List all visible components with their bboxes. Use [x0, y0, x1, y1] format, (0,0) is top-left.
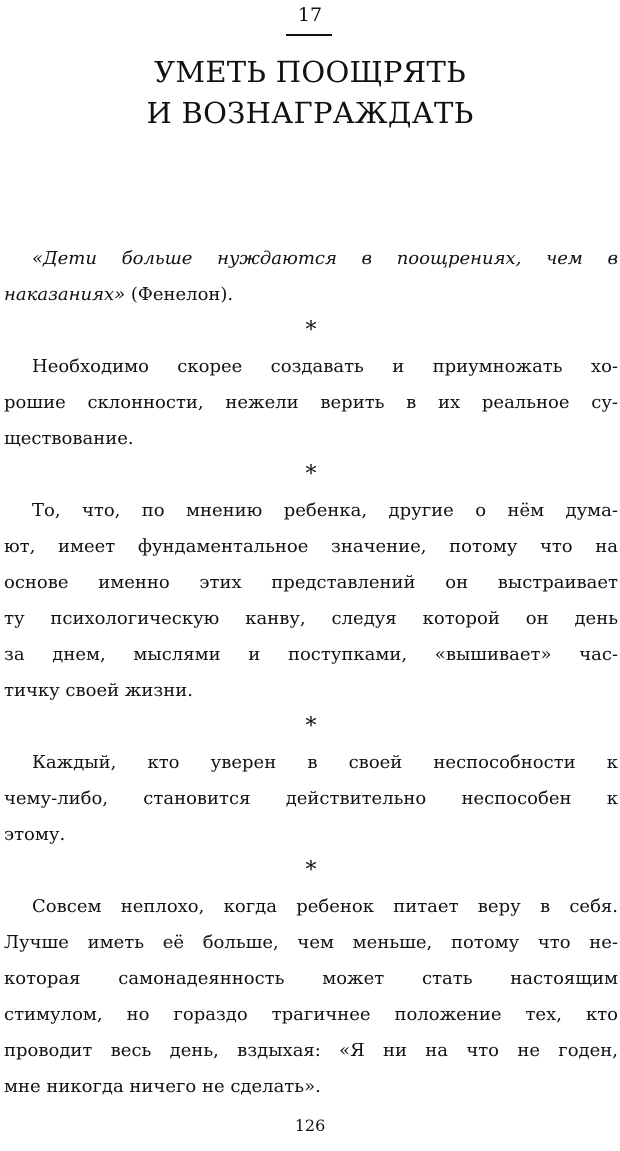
paragraph-line: Необходимо скорее создавать и приумножать хо- — [32, 356, 618, 377]
paragraph-line: тичку своей жизни. — [4, 680, 193, 701]
epigraph-line-1 — [4, 241, 618, 277]
paragraph-line: основе именно этих представлений он выстраивает — [4, 572, 618, 593]
paragraph-line: Каждый, кто уверен в своей неспособности к — [32, 752, 618, 773]
epigraph-italic-1: «Дети больше нуждаются в поощрениях, чем в — [32, 248, 618, 269]
paragraph-3 — [4, 745, 618, 853]
epigraph-quote — [4, 241, 618, 313]
section-separator-2: * — [305, 462, 317, 487]
epigraph-attribution: (Фенелон). — [125, 284, 234, 305]
section-separator-1: * — [305, 318, 317, 343]
paragraph-line: ту психологическую канву, следуя которой он день — [4, 608, 618, 629]
paragraph-line: этому. — [4, 824, 66, 845]
paragraph-line: чему-либо, становится действительно неспособен к — [4, 788, 618, 809]
paragraph-line: То, что, по мнению ребенка, другие о нём дума- — [32, 500, 618, 521]
paragraph-1 — [4, 349, 618, 457]
chapter-title-line-1: УМЕТЬ ПООЩРЯТЬ — [154, 55, 466, 89]
epigraph-italic-2: наказаниях» — [4, 284, 126, 305]
paragraph-line: мне никогда ничего не сделать». — [4, 1076, 321, 1097]
chapter-title-line-2: И ВОЗНАГРАЖДАТЬ — [146, 96, 474, 130]
chapter-title — [0, 52, 620, 134]
paragraph-line: стимулом, но гораздо трагичнее положение тех, кто — [4, 1004, 618, 1025]
paragraph-line: проводит весь день, вздыхая: «Я ни на что не годен, — [4, 1040, 618, 1061]
chapter-number-rule — [286, 34, 332, 36]
chapter-number: 17 — [297, 4, 323, 26]
paragraph-line: за днем, мыслями и поступками, «вышивает» час- — [4, 644, 618, 665]
paragraph-4 — [4, 889, 618, 1105]
paragraph-line: ют, имеет фундаментальное значение, потому что на — [4, 536, 618, 557]
paragraph-line: ществование. — [4, 428, 134, 449]
paragraph-line: Лучше иметь её больше, чем меньше, потому что не- — [4, 932, 618, 953]
paragraph-2 — [4, 493, 618, 709]
epigraph-line-2 — [4, 277, 618, 313]
paragraph-line: которая самонадеянность может стать настоящим — [4, 968, 618, 989]
body-text — [4, 241, 618, 1105]
paragraph-line: Совсем неплохо, когда ребенок питает веру в себя. — [32, 896, 618, 917]
paragraph-line: рошие склонности, нежели верить в их реальное су- — [4, 392, 618, 413]
section-separator-3: * — [305, 714, 317, 739]
section-separator-4: * — [305, 858, 317, 883]
page-number: 126 — [294, 1116, 326, 1135]
